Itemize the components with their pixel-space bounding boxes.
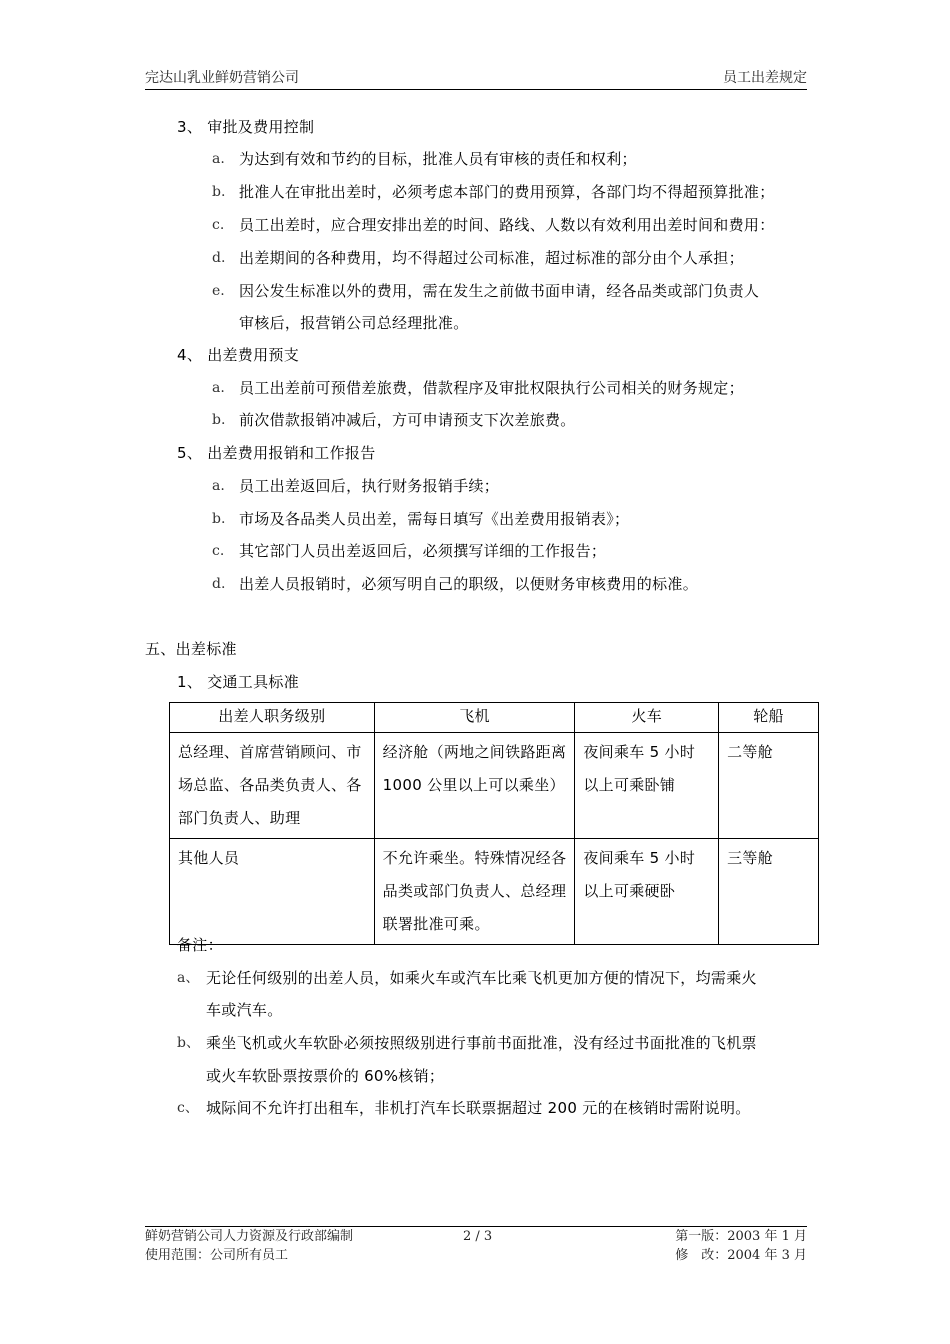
chapter-travel-standards-title: 五、出差标准 bbox=[145, 640, 237, 658]
table-cell: 经济舱（两地之间铁路距离 1000 公里以上可以乘坐） bbox=[382, 743, 567, 794]
footer-scope: 使用范围：公司所有员工 bbox=[145, 1248, 289, 1263]
notes-label: 备注： bbox=[177, 936, 223, 954]
table-header-cell: 轮船 bbox=[719, 703, 819, 733]
note-a-continuation: 车或汽车。 bbox=[206, 1001, 283, 1019]
table-header-cell: 出差人职务级别 bbox=[170, 703, 375, 733]
table-row bbox=[170, 733, 819, 839]
item-marker: a. bbox=[212, 478, 225, 494]
sec5-item-a: 员工出差返回后，执行财务报销手续； bbox=[239, 477, 500, 495]
table-header-row bbox=[170, 703, 819, 733]
table-cell: 不允许乘坐。特殊情况经各品类或部门负责人、总经理联署批准可乘。 bbox=[382, 849, 567, 933]
sec5-item-b: 市场及各品类人员出差，需每日填写《出差费用报销表》； bbox=[239, 510, 630, 528]
note-b-continuation: 或火车软卧票按票价的 60%核销； bbox=[206, 1067, 445, 1085]
sec5-item-d: 出差人员报销时，必须写明自己的职级，以便财务审核费用的标准。 bbox=[239, 575, 699, 593]
table-cell: 夜间乘车 5 小时以上可乘卧铺 bbox=[583, 743, 696, 794]
subsection-transport-title: 1、 交通工具标准 bbox=[177, 673, 300, 691]
header-company: 完达山乳业鲜奶营销公司 bbox=[145, 70, 299, 86]
note-marker: a、 bbox=[177, 970, 200, 986]
section-3-title: 3、 审批及费用控制 bbox=[177, 118, 315, 136]
table-cell: 三等舱 bbox=[727, 849, 774, 867]
table-cell: 二等舱 bbox=[727, 743, 774, 761]
item-marker: d. bbox=[212, 576, 226, 592]
table-header-cell: 飞机 bbox=[374, 703, 575, 733]
sec3-item-e: 因公发生标准以外的费用，需在发生之前做书面申请，经各品类或部门负责人 bbox=[239, 282, 760, 300]
transport-standards-table bbox=[169, 702, 819, 945]
table-cell: 其他人员 bbox=[178, 849, 240, 867]
section-5-title: 5、 出差费用报销和工作报告 bbox=[177, 444, 376, 462]
note-marker: b、 bbox=[177, 1035, 200, 1051]
section-4-title: 4、 出差费用预支 bbox=[177, 346, 300, 364]
footer-page-number: 2 / 3 bbox=[463, 1229, 493, 1244]
sec4-item-b: 前次借款报销冲减后，方可申请预支下次差旅费。 bbox=[239, 411, 576, 429]
item-marker: b. bbox=[212, 184, 226, 200]
table-row bbox=[170, 839, 819, 945]
footer-department: 鲜奶营销公司人力资源及行政部编制 bbox=[145, 1229, 354, 1244]
note-c: 城际间不允许打出租车，非机打汽车长联票据超过 200 元的在核销时需附说明。 bbox=[206, 1099, 751, 1117]
item-marker: e. bbox=[212, 283, 225, 299]
footer-revision: 修 改：2004 年 3 月 bbox=[675, 1248, 807, 1263]
sec4-item-a: 员工出差前可预借差旅费，借款程序及审批权限执行公司相关的财务规定； bbox=[239, 379, 744, 397]
sec3-item-a: 为达到有效和节约的目标，批准人员有审核的责任和权利； bbox=[239, 150, 637, 168]
sec3-item-b: 批准人在审批出差时，必须考虑本部门的费用预算，各部门均不得超预算批准； bbox=[239, 183, 775, 201]
sec3-item-d: 出差期间的各种费用，均不得超过公司标准，超过标准的部分由个人承担； bbox=[239, 249, 744, 267]
table-header-cell: 火车 bbox=[575, 703, 719, 733]
item-marker: a. bbox=[212, 380, 225, 396]
header-doc-title: 员工出差规定 bbox=[723, 70, 807, 86]
sec3-item-c: 员工出差时，应合理安排出差的时间、路线、人数以有效利用出差时间和费用： bbox=[239, 216, 775, 234]
item-marker: a. bbox=[212, 151, 225, 167]
footer-divider bbox=[145, 1226, 807, 1227]
item-marker: b. bbox=[212, 412, 226, 428]
item-marker: c. bbox=[212, 217, 225, 233]
table-cell: 总经理、首席营销顾问、市场总监、各品类负责人、各部门负责人、助理 bbox=[178, 743, 362, 827]
note-marker: c、 bbox=[177, 1100, 199, 1116]
note-b: 乘坐飞机或火车软卧必须按照级别进行事前书面批准，没有经过书面批准的飞机票 bbox=[206, 1034, 757, 1052]
sec3-item-e-continuation: 审核后，报营销公司总经理批准。 bbox=[239, 314, 469, 332]
item-marker: d. bbox=[212, 250, 226, 266]
item-marker: c. bbox=[212, 543, 225, 559]
footer-version: 第一版：2003 年 1 月 bbox=[675, 1229, 807, 1244]
header-divider bbox=[145, 89, 807, 90]
item-marker: b. bbox=[212, 511, 226, 527]
note-a: 无论任何级别的出差人员，如乘火车或汽车比乘飞机更加方便的情况下，均需乘火 bbox=[206, 969, 757, 987]
sec5-item-c: 其它部门人员出差返回后，必须撰写详细的工作报告； bbox=[239, 542, 607, 560]
table-cell: 夜间乘车 5 小时以上可乘硬卧 bbox=[583, 849, 696, 900]
